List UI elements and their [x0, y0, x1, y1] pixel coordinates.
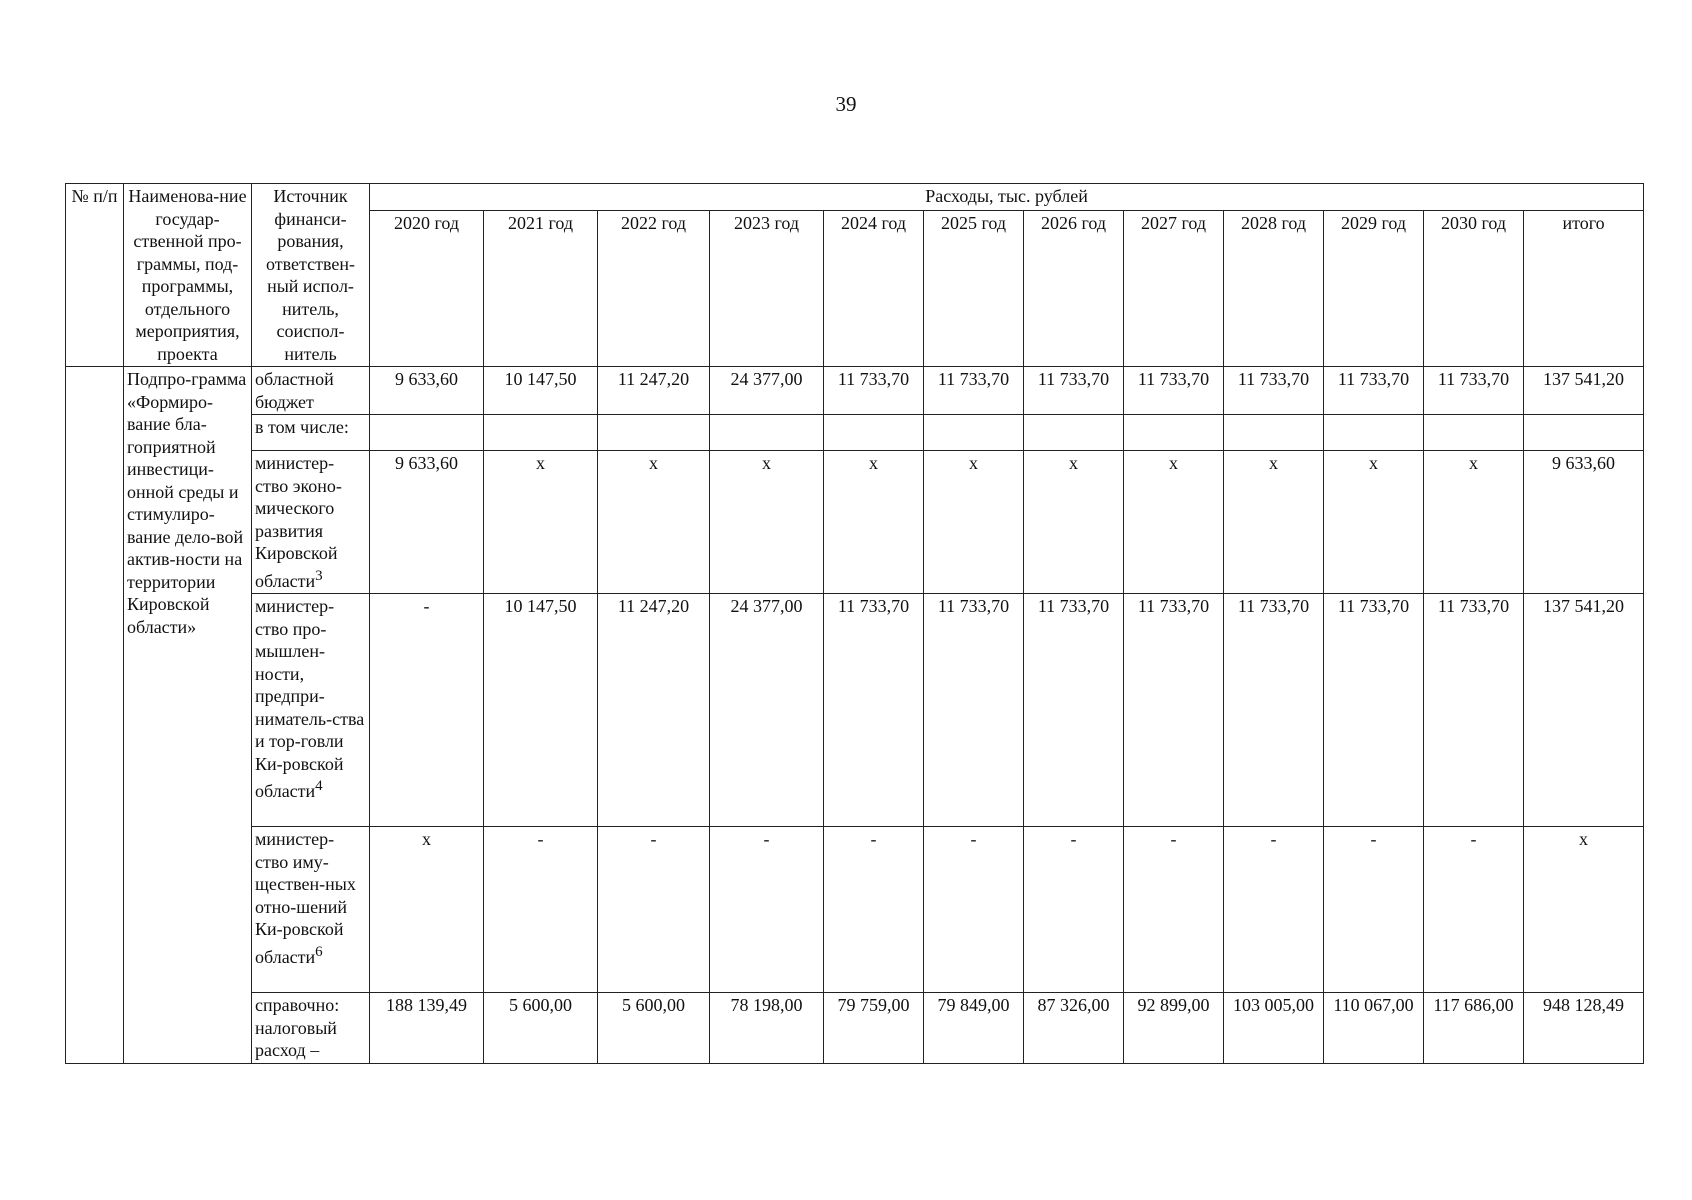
- value-cell: -: [824, 827, 924, 993]
- value-cell: x: [824, 451, 924, 594]
- value-cell: -: [484, 827, 598, 993]
- value-cell: 11 733,70: [1324, 594, 1424, 827]
- total-cell: 137 541,20: [1524, 367, 1644, 415]
- page-number: 39: [835, 92, 857, 116]
- source-text: министер-ство про-мышлен-ности, предпри-ниматель-ства и тор-говли Ки-ровской области: [255, 596, 365, 801]
- value-cell: 24 377,00: [710, 594, 824, 827]
- table-row: [66, 367, 1644, 415]
- value-cell: -: [370, 594, 484, 827]
- value-cell: x: [484, 451, 598, 594]
- source-text: министер-ство эконо-мического развития Кировской области: [255, 453, 342, 591]
- source-cell: [252, 993, 370, 1064]
- header-row-top: [66, 184, 1644, 211]
- value-cell: 9 633,60: [370, 367, 484, 415]
- header-total: итого: [1524, 210, 1644, 366]
- value-cell: [824, 415, 924, 451]
- header-year: 2028 год: [1224, 210, 1324, 366]
- footnote-mark: 6: [315, 943, 323, 960]
- total-cell: 9 633,60: [1524, 451, 1644, 594]
- value-cell: 11 733,70: [824, 367, 924, 415]
- value-cell: x: [1324, 451, 1424, 594]
- value-cell: 11 733,70: [1224, 367, 1324, 415]
- source-text: в том числе:: [255, 417, 349, 437]
- subprogram-name: Подпро-грамма «Формиро-вание бла-гоприятной инвестици-онной среды и стимулиро-вание дело-вой актив-ности на территории Кировской области»: [124, 367, 252, 1064]
- value-cell: 78 198,00: [710, 993, 824, 1064]
- value-cell: 11 247,20: [598, 594, 710, 827]
- value-cell: [1124, 415, 1224, 451]
- header-year: 2029 год: [1324, 210, 1424, 366]
- header-year: 2025 год: [924, 210, 1024, 366]
- value-cell: 10 147,50: [484, 594, 598, 827]
- value-cell: 11 247,20: [598, 367, 710, 415]
- header-num: № п/п: [66, 184, 124, 367]
- source-text: областной бюджет: [255, 369, 334, 412]
- footnote-mark: 3: [315, 567, 323, 584]
- budget-table: [65, 183, 1644, 1064]
- value-cell: x: [1024, 451, 1124, 594]
- value-cell: 11 733,70: [1424, 367, 1524, 415]
- value-cell: [924, 415, 1024, 451]
- value-cell: x: [924, 451, 1024, 594]
- value-cell: 11 733,70: [924, 367, 1024, 415]
- header-year: 2020 год: [370, 210, 484, 366]
- value-cell: 11 733,70: [1024, 367, 1124, 415]
- value-cell: 79 849,00: [924, 993, 1024, 1064]
- header-year: 2026 год: [1024, 210, 1124, 366]
- header-expenses-title: Расходы, тыс. рублей: [370, 184, 1644, 211]
- value-cell: 103 005,00: [1224, 993, 1324, 1064]
- value-cell: -: [598, 827, 710, 993]
- table-row: [66, 827, 1644, 993]
- source-cell: [252, 367, 370, 415]
- value-cell: 5 600,00: [598, 993, 710, 1064]
- value-cell: [370, 415, 484, 451]
- value-cell: 24 377,00: [710, 367, 824, 415]
- total-cell: x: [1524, 827, 1644, 993]
- source-cell: [252, 827, 370, 993]
- header-year: 2021 год: [484, 210, 598, 366]
- total-cell: 948 128,49: [1524, 993, 1644, 1064]
- value-cell: 10 147,50: [484, 367, 598, 415]
- value-cell: [484, 415, 598, 451]
- source-text: справочно: налоговый расход –: [255, 995, 340, 1060]
- source-cell: [252, 594, 370, 827]
- table-row: [66, 993, 1644, 1064]
- header-year: 2030 год: [1424, 210, 1524, 366]
- value-cell: x: [1224, 451, 1324, 594]
- value-cell: [710, 415, 824, 451]
- header-year: 2027 год: [1124, 210, 1224, 366]
- value-cell: [598, 415, 710, 451]
- value-cell: x: [1124, 451, 1224, 594]
- value-cell: 5 600,00: [484, 993, 598, 1064]
- header-source: Источник финанси-рования, ответствен-ный испол-нитель, соиспол-нитель: [252, 184, 370, 367]
- value-cell: 11 733,70: [1424, 594, 1524, 827]
- source-text: министер-ство иму-ществен-ных отно-шений Ки-ровской области: [255, 829, 356, 967]
- value-cell: x: [710, 451, 824, 594]
- value-cell: -: [710, 827, 824, 993]
- value-cell: -: [1424, 827, 1524, 993]
- value-cell: -: [1124, 827, 1224, 993]
- footnote-mark: 4: [315, 778, 323, 794]
- value-cell: -: [1224, 827, 1324, 993]
- header-year: 2024 год: [824, 210, 924, 366]
- header-year: 2023 год: [710, 210, 824, 366]
- value-cell: 87 326,00: [1024, 993, 1124, 1064]
- total-cell: [1524, 415, 1644, 451]
- value-cell: [1024, 415, 1124, 451]
- source-cell: [252, 415, 370, 451]
- value-cell: 79 759,00: [824, 993, 924, 1064]
- table-row: [66, 415, 1644, 451]
- value-cell: 11 733,70: [1124, 367, 1224, 415]
- value-cell: 188 139,49: [370, 993, 484, 1064]
- value-cell: -: [1324, 827, 1424, 993]
- value-cell: 11 733,70: [1024, 594, 1124, 827]
- value-cell: 92 899,00: [1124, 993, 1224, 1064]
- value-cell: -: [1024, 827, 1124, 993]
- table-row: [66, 594, 1644, 827]
- table-row: [66, 451, 1644, 594]
- total-cell: 137 541,20: [1524, 594, 1644, 827]
- header-year: 2022 год: [598, 210, 710, 366]
- value-cell: 11 733,70: [824, 594, 924, 827]
- value-cell: 11 733,70: [1324, 367, 1424, 415]
- value-cell: -: [924, 827, 1024, 993]
- value-cell: 117 686,00: [1424, 993, 1524, 1064]
- header-name: Наименова-ние государ-ственной про-граммы, под-программы, отдельного мероприятия, проекта: [124, 184, 252, 367]
- value-cell: x: [598, 451, 710, 594]
- value-cell: 11 733,70: [1224, 594, 1324, 827]
- value-cell: x: [370, 827, 484, 993]
- value-cell: [1324, 415, 1424, 451]
- source-cell: [252, 451, 370, 594]
- value-cell: 11 733,70: [924, 594, 1024, 827]
- value-cell: [1424, 415, 1524, 451]
- value-cell: 11 733,70: [1124, 594, 1224, 827]
- value-cell: 110 067,00: [1324, 993, 1424, 1064]
- value-cell: x: [1424, 451, 1524, 594]
- value-cell: [1224, 415, 1324, 451]
- subprogram-num: [66, 367, 124, 1064]
- value-cell: 9 633,60: [370, 451, 484, 594]
